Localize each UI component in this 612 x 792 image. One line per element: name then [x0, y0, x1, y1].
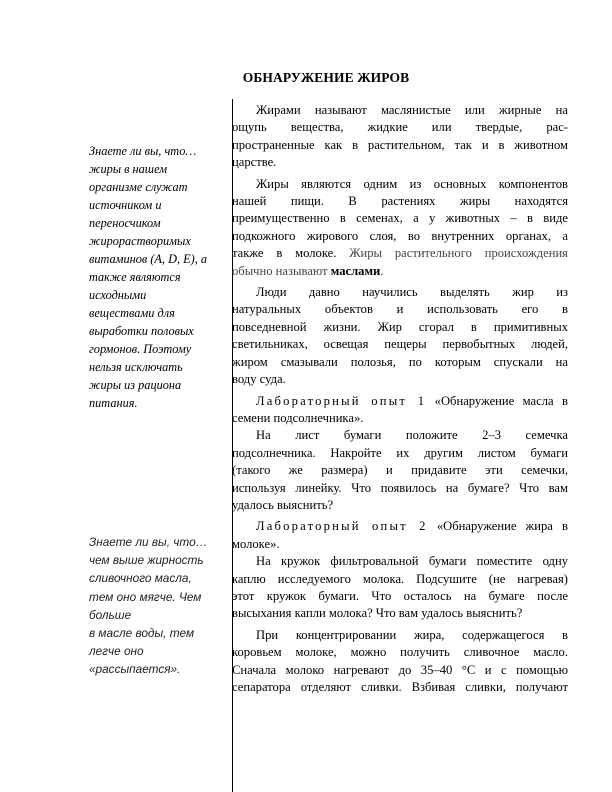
text-line: коровьем молоке, можно получить сливочное масло. — [232, 645, 568, 660]
text-line: (такого же размера) и придавите эти семечки, — [232, 463, 568, 478]
experiment-label: Лабораторный опыт 1 — [256, 393, 427, 408]
note-line: исходными — [89, 288, 147, 302]
text-line: Люди давно научились выделять жир из — [256, 285, 568, 300]
text-line — [232, 245, 568, 262]
text-line: высыхания капли молока? Что вам удалось выяснить? — [232, 606, 523, 621]
note-line: в масле воды, тем — [89, 626, 195, 641]
text-line — [232, 263, 568, 280]
text-line: На лист бумаги положите 2–3 семечка — [256, 428, 568, 443]
text-line: используя линейку. Что появилось на бумаге? Что вам — [232, 480, 568, 495]
text-line: этот кружок бумаги. Что осталось на бумаге после — [232, 588, 568, 603]
paragraph-definition — [232, 102, 568, 172]
sidebar-note-vitamins — [89, 142, 229, 412]
note-line: «рассыпается». — [89, 662, 181, 677]
note-line: больше — [89, 607, 132, 622]
sidebar-note-butter — [89, 533, 229, 679]
note-line: жиры в нашем — [89, 162, 168, 176]
note-line: легче оно — [89, 644, 144, 659]
paragraph-butter — [232, 627, 568, 697]
text-run: Жиры растительного происхождения — [336, 246, 568, 261]
text-line: преимущественно в семенах, а у животных – в виде — [232, 211, 568, 226]
lab-experiment-1 — [232, 393, 568, 515]
text-line: Жиры являются одним из основных компонентов — [256, 176, 568, 191]
text-line: Сначала молоко нагревают до 35–40 °C и с помощью — [232, 662, 568, 677]
note-line: жиры из рациона — [89, 378, 182, 392]
note-line: сливочного масла, — [89, 571, 192, 586]
text-line: царстве. — [232, 155, 277, 170]
text-line: натуральных объектов и использовать его в — [232, 302, 568, 317]
text-line: воду суда. — [232, 372, 286, 387]
note-line: организме служат — [89, 180, 188, 194]
text-line — [232, 393, 568, 410]
note-line: Знаете ли вы, что… — [89, 144, 197, 158]
text-line: На кружок фильтровальной бумаги поместите одну — [256, 554, 568, 569]
text-line: ощупь вещества, жидкие или твердые, рас- — [232, 120, 568, 135]
note-line: также являются — [89, 270, 181, 284]
note-line: гормонов. Поэтому — [89, 342, 192, 356]
note-line: тем оно мягче. Чем — [89, 589, 202, 604]
text-line: повседневной жизни. Жир сгорал в примитивных — [232, 319, 568, 334]
experiment-title: «Обнаружение жира в — [427, 519, 568, 534]
note-line: веществами для — [89, 306, 175, 320]
text-line: жиром смазывали полозья, по которым спускали на — [232, 354, 568, 369]
note-line: витаминов (A, D, E), а — [89, 252, 208, 266]
text-line: При концентрировании жира, содержащегося в — [256, 627, 568, 642]
page-title: ОБНАРУЖЕНИЕ ЖИРОВ — [242, 70, 410, 85]
paragraph-history — [232, 284, 568, 388]
note-line: источником и — [89, 198, 162, 212]
note-line: чем выше жирность — [89, 553, 204, 568]
text-line: подкожного жирового слоя, во внутренних органах, а — [232, 228, 568, 243]
text-line: каплю исследуемого молока. Подсушите (не нагревая) — [232, 571, 568, 586]
text-line: удалось выяснить? — [232, 497, 334, 512]
text-line: семени подсолнечника». — [232, 410, 364, 425]
text-run: также в молоке. — [232, 246, 337, 261]
text-line: молоке». — [232, 536, 280, 551]
text-line — [232, 518, 568, 535]
lab-experiment-2 — [232, 518, 568, 622]
text-line: светильниках, освещая пещеры первобытных людей, — [232, 337, 568, 352]
note-line: питания. — [89, 396, 138, 410]
text-line: Жирами называют маслянистые или жирные на — [256, 103, 568, 117]
experiment-label: Лабораторный опыт 2 — [256, 519, 428, 534]
text-line: подсолнечника. Накройте их другим листом бумаги — [232, 445, 568, 460]
note-line: жирорастворимых — [89, 234, 191, 248]
note-line: нельзя исключать — [89, 360, 183, 374]
note-line: выработки половых — [89, 324, 194, 338]
term-oils: маслами — [330, 263, 381, 278]
text-line: нашей пищи. В растениях жиры находятся — [232, 194, 568, 209]
text-line: пространенные как в растительном, так и в животном — [232, 137, 568, 152]
main-text-column — [232, 102, 568, 700]
text-line: сепаратора отделяют сливки. Взбивая сливки, получают — [232, 680, 568, 694]
text-run: обычно называют — [232, 263, 331, 278]
text-run: . — [380, 263, 384, 278]
note-line: Знаете ли вы, что… — [89, 535, 208, 549]
note-line: переносчиком — [89, 216, 161, 230]
experiment-title: «Обнаружение масла в — [426, 393, 568, 408]
paragraph-food-components — [232, 176, 568, 280]
